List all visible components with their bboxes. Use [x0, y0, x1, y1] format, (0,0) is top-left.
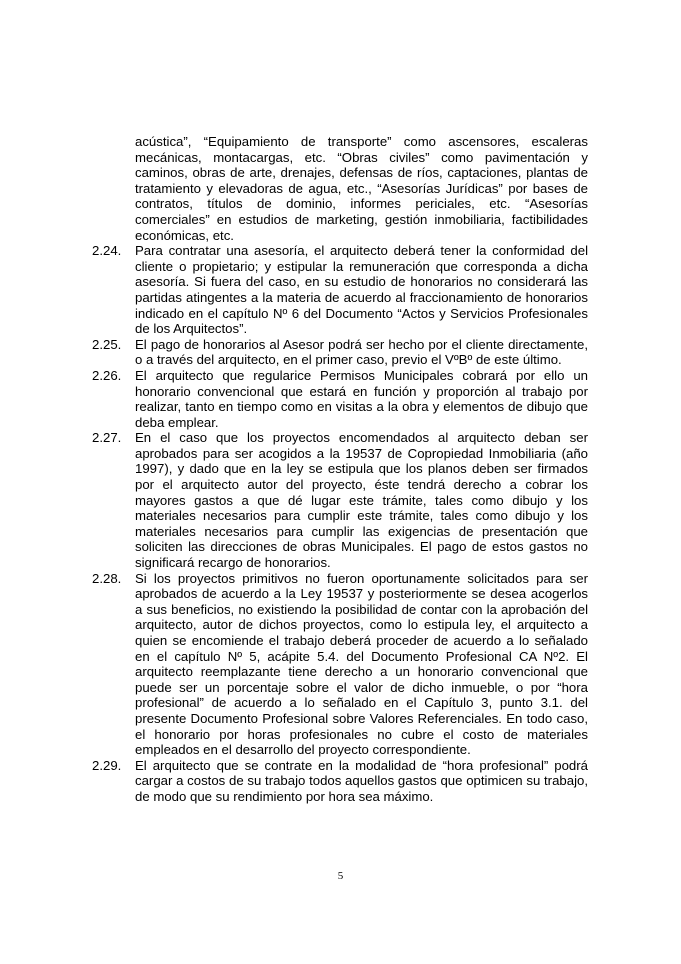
- paragraph-number: 2.24.: [92, 243, 122, 259]
- paragraph-continuation: [92, 134, 588, 243]
- paragraph-text: En el caso que los proyectos encomendados al arquitecto deban ser aprobados para ser acogidos a la 19537 de Copropiedad Inmobiliaria (año 1997), y dado que en la ley se estipula que los planos deben ser firmados por el arquitecto autor del proyecto, éste tendrá derecho a cobrar los mayores gastos a que dé lugar este trámite, tales como dibujo y los materiales necesarios para cumplir este trámite, tales como dibujo y los materiales necesarios para cumplir las exigencias de presentación que soliciten las direcciones de obras Municipales. El pago de estos gastos no significará recargo de honorarios.: [135, 430, 588, 571]
- paragraph-text: El pago de honorarios al Asesor podrá ser hecho por el cliente directamente, o a través del arquitecto, en el primer caso, previo el VºBº de este último.: [135, 336, 588, 368]
- paragraph-2-27: [92, 430, 588, 570]
- paragraph-2-25: [92, 337, 588, 368]
- paragraph-text: El arquitecto que regularice Permisos Municipales cobrará por ello un honorario convencional que estará en función y proporción al trabajo por realizar, tanto en tiempo como en visitas a la obra y elementos de dibujo que deba emplear.: [135, 367, 588, 430]
- paragraph-text: Para contratar una asesoría, el arquitecto deberá tener la conformidad del cliente o propietario; y estipular la remuneración que corresponda a dicha asesoría. Si fuera del caso, en su estudio de honorarios no considerará las partidas atingentes a la materia de acuerdo al fraccionamiento de honorarios indicado en el capítulo Nº 6 del Documento “Actos y Servicios Profesionales de los Arquitectos”.: [135, 243, 588, 337]
- paragraph-number: 2.25.: [92, 336, 122, 352]
- paragraph-number: 2.29.: [92, 757, 122, 773]
- paragraph-text: acústica”, “Equipamiento de transporte” como ascensores, escaleras mecánicas, montacargas, etc. “Obras civiles” como pavimentación y caminos, obras de arte, drenajes, defensas de ríos, captaciones, plantas de tratamiento y elevadoras de agua, etc., “Asesorías Jurídicas” por bases de contratos, títulos de dominio, informes periciales, etc. “Asesorías comerciales” en estudios de marketing, gestión inmobiliaria, factibilidades económicas, etc.: [135, 134, 588, 243]
- paragraph-text: Si los proyectos primitivos no fueron oportunamente solicitados para ser aprobados de acuerdo a la Ley 19537 y posteriormente se desea acogerlos a sus beneficios, no existiendo la posibilidad de contar con la aprobación del arquitecto, autor de dichos proyectos, como lo estipula ley, el arquitecto a quien se encomiende el trabajo deberá proceder de acuerdo a lo señalado en el capítulo Nº 5, acápite 5.4. del Documento Profesional CA Nº2. El arquitecto reemplazante tiene derecho a un honorario convencional que puede ser un porcentaje sobre el valor de dicho inmueble, o por “hora profesional” de acuerdo a lo señalado en el Capítulo 3, punto 3.1. del presente Documento Profesional sobre Valores Referenciales. En todo caso, el honorario por horas profesionales no cubre el costo de materiales empleados en el desarrollo del proyecto correspondiente.: [135, 570, 588, 758]
- paragraph-2-28: [92, 571, 588, 758]
- paragraph-number: 2.28.: [92, 570, 122, 586]
- paragraph-number: 2.26.: [92, 367, 122, 383]
- document-body: [92, 134, 588, 805]
- paragraph-2-24: [92, 243, 588, 337]
- paragraph-number: 2.27.: [92, 430, 122, 446]
- paragraph-2-29: [92, 758, 588, 805]
- paragraph-2-26: [92, 368, 588, 430]
- paragraph-text: El arquitecto que se contrate en la modalidad de “hora profesional” podrá cargar a costos de su trabajo todos aquellos gastos que optimicen su trabajo, de modo que su rendimiento por hora sea máximo.: [135, 757, 588, 804]
- page-number: 5: [337, 870, 344, 882]
